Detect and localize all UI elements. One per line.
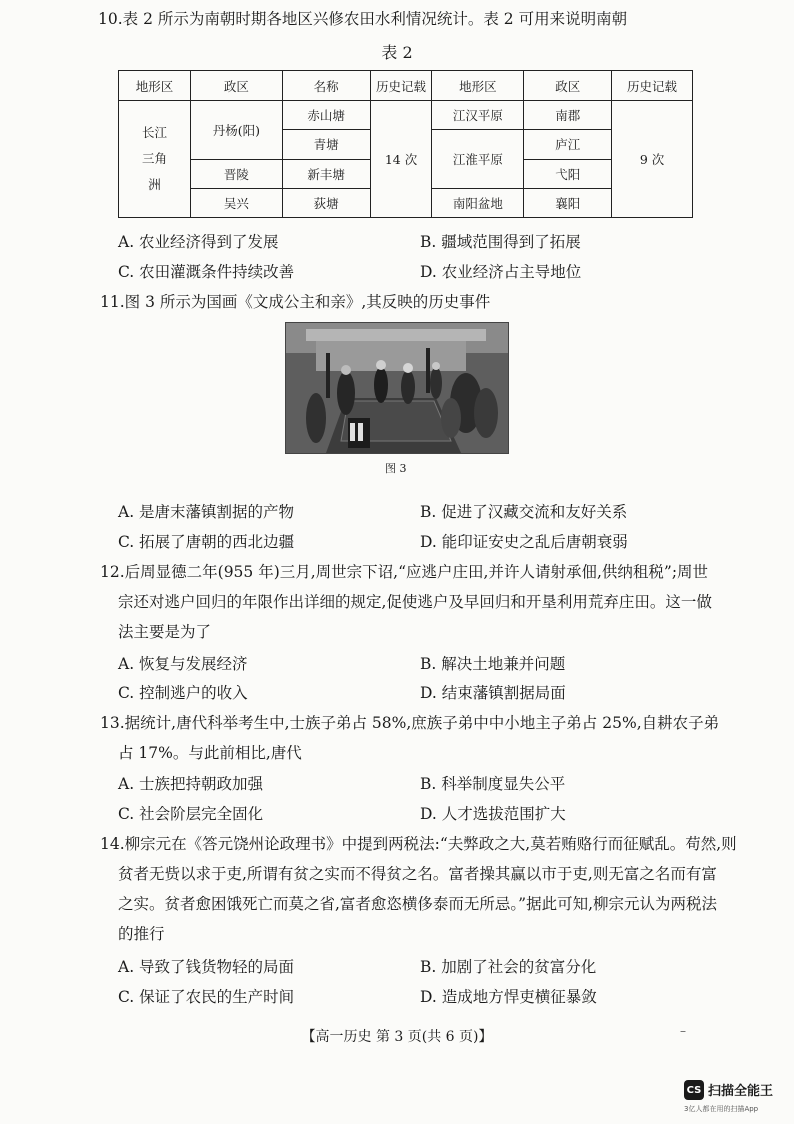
q14-option-b[interactable]: B. 加剧了社会的贫富分化 [420,958,597,976]
watermark-subtitle: 3亿人都在用的扫描App [684,1105,759,1113]
q12-option-a[interactable]: A. 恢复与发展经济 [118,655,248,673]
q13-stem: 13.据统计,唐代科举考生中,士族子弟占 58%,庶族子弟中中小地主子弟占 25%,自耕农子弟 占 17%。与此前相比,唐代 [100,714,720,762]
q14-option-c[interactable]: C. 保证了农民的生产时间 [118,988,295,1006]
q10-option-a[interactable]: A. 农业经济得到了发展 [118,233,279,251]
q13-option-c[interactable]: C. 社会阶层完全固化 [118,805,264,823]
q13-option-b[interactable]: B. 科举制度显失公平 [420,775,566,793]
table-header: 历史记载 [612,71,693,101]
painting-illustration [286,323,508,453]
page-footer: 【高一历史 第 3 页(共 6 页)】 [301,1029,493,1045]
table-header: 政区 [190,71,282,101]
data-table [118,70,693,218]
q12-option-d[interactable]: D. 结束藩镇割据局面 [420,684,566,702]
table-cell-name: 荻塘 [282,188,370,217]
painting-image [285,322,509,454]
table-cell-district: 弋阳 [524,159,612,188]
q13-option-a[interactable]: A. 士族把持朝政加强 [118,775,264,793]
table-cell-district: 襄阳 [524,188,612,217]
table-cell-district: 南郡 [524,101,612,130]
table-cell-region: 长江三角洲 [119,101,191,218]
q11-option-a[interactable]: A. 是唐末藩镇割据的产物 [118,503,295,521]
table-title: 表 2 [381,43,413,62]
q10-stem: 10.表 2 所示为南朝时期各地区兴修农田水利情况统计。表 2 可用来说明南朝 [98,10,628,28]
q12-option-b[interactable]: B. 解决土地兼并问题 [420,655,566,673]
table-cell-region: 江淮平原 [432,130,524,188]
q14-option-d[interactable]: D. 造成地方悍吏横征暴敛 [420,988,597,1006]
q10-option-c[interactable]: C. 农田灌溉条件持续改善 [118,263,295,281]
q10-option-d[interactable]: D. 农业经济占主导地位 [420,263,582,281]
q12-option-c[interactable]: C. 控制逃户的收入 [118,684,248,702]
q12-stem: 12.后周显德二年(955 年)三月,周世宗下诏,“应逃户庄田,并许人请射承佃,供纳租税”;周世 宗还对逃户回归的年限作出详细的规定,促使逃户及早回归和开垦利用荒弃庄田。这一做 法主要是为了 [100,563,712,641]
q13-option-d[interactable]: D. 人才选拔范围扩大 [420,805,566,823]
q14-stem: 14.柳宗元在《答元饶州论政理书》中提到两税法:“夫弊政之大,莫若贿赂行而征赋乱。苟然,则 贫者无赀以求于吏,所谓有贫之实而不得贫之名。富者操其赢以市于吏,则无富之名而有富 之实。贫者愈困饿死亡而莫之省,富者愈恣横侈泰而无所忌。”据此可知,柳宗元认为两税法 的推行 [100,835,737,943]
table-header: 历史记载 [370,71,432,101]
table-cell-record: 14 次 [370,101,432,218]
table-header: 地形区 [432,71,524,101]
table-header: 地形区 [119,71,191,101]
table-cell-name: 青塘 [282,130,370,159]
table-cell-region: 南阳盆地 [432,188,524,217]
table-cell-name: 新丰塘 [282,159,370,188]
q10-option-b[interactable]: B. 疆域范围得到了拓展 [420,233,581,251]
table-cell-district: 庐江 [524,130,612,159]
table-cell-name: 赤山塘 [282,101,370,130]
table-cell-district: 丹杨(阳) [190,101,282,159]
q11-option-c[interactable]: C. 拓展了唐朝的西北边疆 [118,533,295,551]
q11-option-b[interactable]: B. 促进了汉藏交流和友好关系 [420,503,628,521]
q14-option-a[interactable]: A. 导致了钱货物轻的局面 [118,958,295,976]
table-cell-record: 9 次 [612,101,693,218]
footer-dash: – [680,1024,686,1038]
table-header: 政区 [524,71,612,101]
camscanner-logo-icon: CS [684,1080,704,1100]
table-cell-district: 吴兴 [190,188,282,217]
q11-stem: 11.图 3 所示为国画《文成公主和亲》,其反映的历史事件 [100,293,491,311]
table-cell-region: 江汉平原 [432,101,524,130]
figure-caption: 图 3 [385,462,407,475]
table-cell-district: 晋陵 [190,159,282,188]
table-header: 名称 [282,71,370,101]
watermark-name: 扫描全能王 [708,1084,774,1099]
q11-option-d[interactable]: D. 能印证安史之乱后唐朝衰弱 [420,533,628,551]
